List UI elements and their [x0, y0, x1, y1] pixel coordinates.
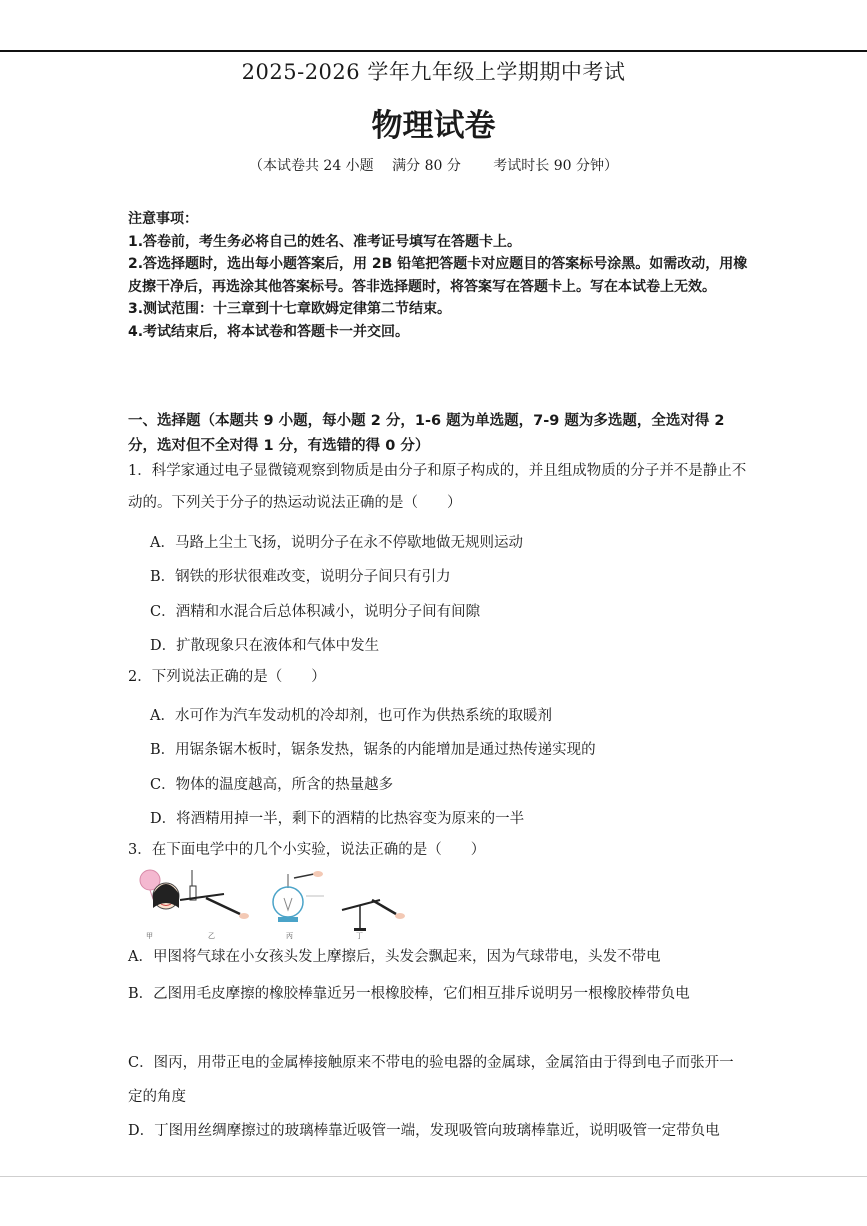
notice-item: 2.答选择题时，选出每小题答案后，用 2B 铅笔把答题卡对应题目的答案标号涂黑。如需改动，用橡皮擦干净后，再选涂其他答案标号。答非选择题时，将答案写在答题卡上。写在本试卷上无效。 — [128, 256, 748, 295]
notice-item: 4.考试结束后，将本试卷和答题卡一并交回。 — [128, 323, 410, 340]
figure-ding — [342, 900, 405, 931]
question-3-option-d: D．丁图用丝绸摩擦过的玻璃棒靠近吸管一端，发现吸管向玻璃棒靠近，说明吸管一定带负电 — [128, 1123, 720, 1139]
exam-info: （本试卷共 24 小题 满分 80 分 考试时长 90 分钟） — [248, 158, 619, 174]
figure-label-bing: 丙 — [286, 932, 293, 940]
question-3-stem: 3．在下面电学中的几个小实验，说法正确的是（ ） — [128, 842, 486, 858]
notice-block — [128, 208, 748, 343]
question-3-option-b: B．乙图用毛皮摩擦的橡胶棒靠近另一根橡胶棒，它们相互排斥说明另一根橡胶棒带负电 — [128, 986, 690, 1002]
figure-label-yi: 乙 — [208, 932, 215, 940]
exam-title: 2025-2026 学年九年级上学期期中考试 — [241, 60, 626, 84]
top-rule — [0, 50, 867, 52]
section-heading: 一、选择题（本题共 9 小题，每小题 2 分，1-6 题为单选题，7-9 题为多选题，全选对得 2 分，选对但不全对得 1 分，有选错的得 0 分） — [128, 413, 725, 454]
figure-label-ding: 丁 — [356, 932, 363, 940]
question-1-option-d: D．扩散现象只在液体和气体中发生 — [150, 638, 380, 654]
figure-bing — [273, 871, 324, 922]
question-2-option-c: C．物体的温度越高，所含的热量越多 — [150, 777, 394, 793]
question-1-stem: 1．科学家通过电子显微镜观察到物质是由分子和原子构成的，并且组成物质的分子并不是静止不动的。下列关于分子的热运动说法正确的是（ ） — [128, 463, 747, 511]
question-3-option-a: A．甲图将气球在小女孩头发上摩擦后，头发会飘起来，因为气球带电，头发不带电 — [128, 949, 661, 965]
question-1-option-a: A．马路上尘土飞扬，说明分子在永不停歇地做无规则运动 — [150, 535, 523, 551]
question-1-option-c: C．酒精和水混合后总体积减小，说明分子间有间隙 — [150, 604, 481, 620]
subject-title: 物理试卷 — [371, 108, 496, 144]
question-3-option-c: C．图丙，用带正电的金属棒接触原来不带电的验电器的金属球，金属箔由于得到电子而张开一定的角度 — [128, 1055, 734, 1105]
notice-heading: 注意事项： — [128, 211, 198, 227]
question-2-stem: 2．下列说法正确的是（ ） — [128, 669, 326, 685]
figure-jia — [140, 870, 179, 909]
experiment-figure — [128, 868, 408, 940]
notice-item: 1.答卷前，考生务必将自己的姓名、准考证号填写在答题卡上。 — [128, 233, 522, 250]
question-2-option-d: D．将酒精用掉一半，剩下的酒精的比热容变为原来的一半 — [150, 811, 525, 827]
question-2-option-b: B．用锯条锯木板时，锯条发热，锯条的内能增加是通过热传递实现的 — [150, 742, 596, 758]
notice-item: 3.测试范围：十三章到十七章欧姆定律第二节结束。 — [128, 301, 452, 317]
question-1-option-b: B．钢铁的形状很难改变，说明分子间只有引力 — [150, 569, 451, 585]
figure-label-jia: 甲 — [146, 932, 153, 940]
figure-yi — [180, 870, 249, 919]
bottom-rule — [0, 1176, 867, 1177]
question-2-option-a: A．水可作为汽车发动机的冷却剂，也可作为供热系统的取暖剂 — [150, 708, 552, 724]
